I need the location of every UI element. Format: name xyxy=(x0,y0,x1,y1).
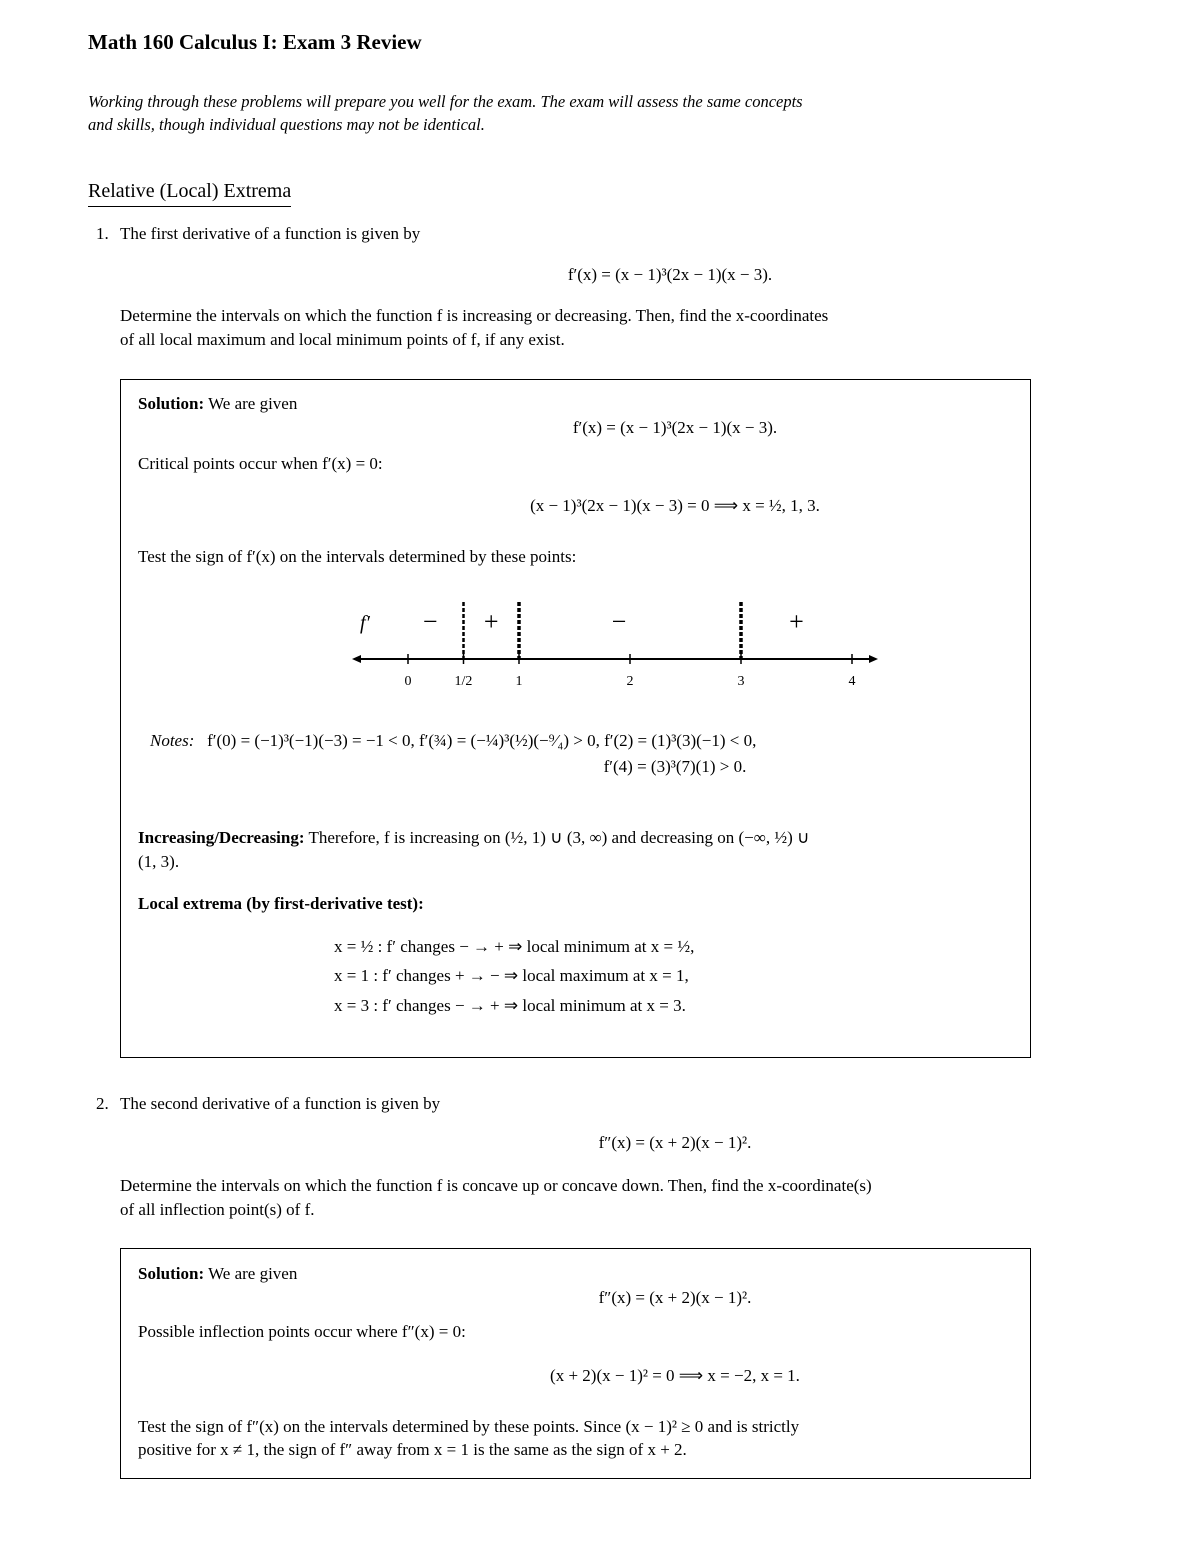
tick-label: 0 xyxy=(404,674,412,689)
solution-2-formula: f″(x) = (x + 2)(x − 1)². xyxy=(598,1288,752,1307)
extrema-row: x = ½ : f′ changes − → + ⇒ local minimum at x = ½, xyxy=(334,937,695,956)
sign-indicator: − xyxy=(422,607,438,636)
tick-label: 3 xyxy=(737,674,745,689)
tick-label: 4 xyxy=(848,674,856,689)
problem-2-task-2: of all inflection point(s) of f. xyxy=(120,1200,315,1219)
problem-1-lead: The first derivative of a function is given by xyxy=(120,224,421,243)
extrema-row: x = 1 : f′ changes + → − ⇒ local maximum at x = 1, xyxy=(334,966,689,985)
problem-1-task-2: of all local maximum and local minimum points of f, if any exist. xyxy=(120,330,565,349)
problem-2-number: 2. xyxy=(96,1094,109,1113)
problem-2-formula: f″(x) = (x + 2)(x − 1)². xyxy=(598,1133,752,1152)
right-arrow-icon xyxy=(869,655,878,663)
sign-test-text: Test the sign of f′(x) on the intervals determined by these points: xyxy=(138,547,577,566)
intro-line-2: and skills, though individual questions may not be identical. xyxy=(88,115,485,134)
sign-indicator: + xyxy=(789,607,804,636)
extrema-label: Local extrema (by first-derivative test): xyxy=(138,894,424,913)
tick-label: 1/2 xyxy=(454,674,473,689)
inflection-equation: (x + 2)(x − 1)² = 0 ⟹ x = −2, x = 1. xyxy=(550,1366,800,1385)
solution-1-formula: f′(x) = (x − 1)³(2x − 1)(x − 3). xyxy=(572,418,778,437)
tick-label: 1 xyxy=(515,674,523,689)
incdec-text: Therefore, f is increasing on (½, 1) ∪ (3, ∞) and decreasing on (−∞, ½) ∪ xyxy=(304,828,810,847)
solution-label: Solution: xyxy=(138,1264,205,1283)
problem-2-lead: The second derivative of a function is given by xyxy=(120,1094,441,1113)
sign-test-2-line-1: Test the sign of f″(x) on the intervals determined by these points. Since (x − 1)² ≥ 0 and is strictly xyxy=(138,1417,800,1436)
problem-1-number: 1. xyxy=(96,224,109,243)
left-arrow-icon xyxy=(352,655,361,663)
incdec-label: Increasing/Decreasing: xyxy=(138,828,305,847)
critical-points-text: Critical points occur when f′(x) = 0: xyxy=(138,454,383,473)
problem-2-task-1: Determine the intervals on which the function f is concave up or concave down. Then, find the x-coordinate(s) xyxy=(120,1176,872,1195)
solution-label: Solution: xyxy=(138,394,205,413)
incdec-text-2: (1, 3). xyxy=(138,852,180,871)
section-heading: Relative (Local) Extrema xyxy=(88,180,291,207)
notes-label: Notes: xyxy=(150,731,195,750)
sign-chart-label: f′ xyxy=(360,612,370,634)
notes-line-2: f′(4) = (3)³(7)(1) > 0. xyxy=(603,757,747,776)
solution-given: We are given xyxy=(208,1264,298,1283)
extrema-row: x = 3 : f′ changes − → + ⇒ local minimum at x = 3. xyxy=(334,996,686,1015)
sign-test-2-line-2: positive for x ≠ 1, the sign of f″ away from x = 1 is the same as the sign of x + 2. xyxy=(138,1440,687,1459)
inflection-text: Possible inflection points occur where f″(x) = 0: xyxy=(138,1322,466,1341)
intro-line-1: Working through these problems will prepare you well for the exam. The exam will assess the same concepts xyxy=(88,92,803,111)
solution-given: We are given xyxy=(208,394,298,413)
tick-label: 2 xyxy=(626,674,634,689)
sign-indicator: + xyxy=(483,607,499,636)
document-title: Math 160 Calculus I: Exam 3 Review xyxy=(88,30,422,54)
problem-1-task-1: Determine the intervals on which the function f is increasing or decreasing. Then, find the x-coordinates xyxy=(120,306,829,325)
sign-chart xyxy=(0,0,1200,720)
problem-1-formula: f′(x) = (x − 1)³(2x − 1)(x − 3). xyxy=(567,265,773,284)
critical-points-equation: (x − 1)³(2x − 1)(x − 3) = 0 ⟹ x = ½, 1, 3. xyxy=(530,496,820,515)
notes-line-1: f′(0) = (−1)³(−1)(−3) = −1 < 0, f′(¾) = (−¼)³(½)(−⁹⁄₄) > 0, f′(2) = (1)³(3)(−1) < 0, xyxy=(207,731,757,750)
sign-indicator: − xyxy=(611,607,627,636)
